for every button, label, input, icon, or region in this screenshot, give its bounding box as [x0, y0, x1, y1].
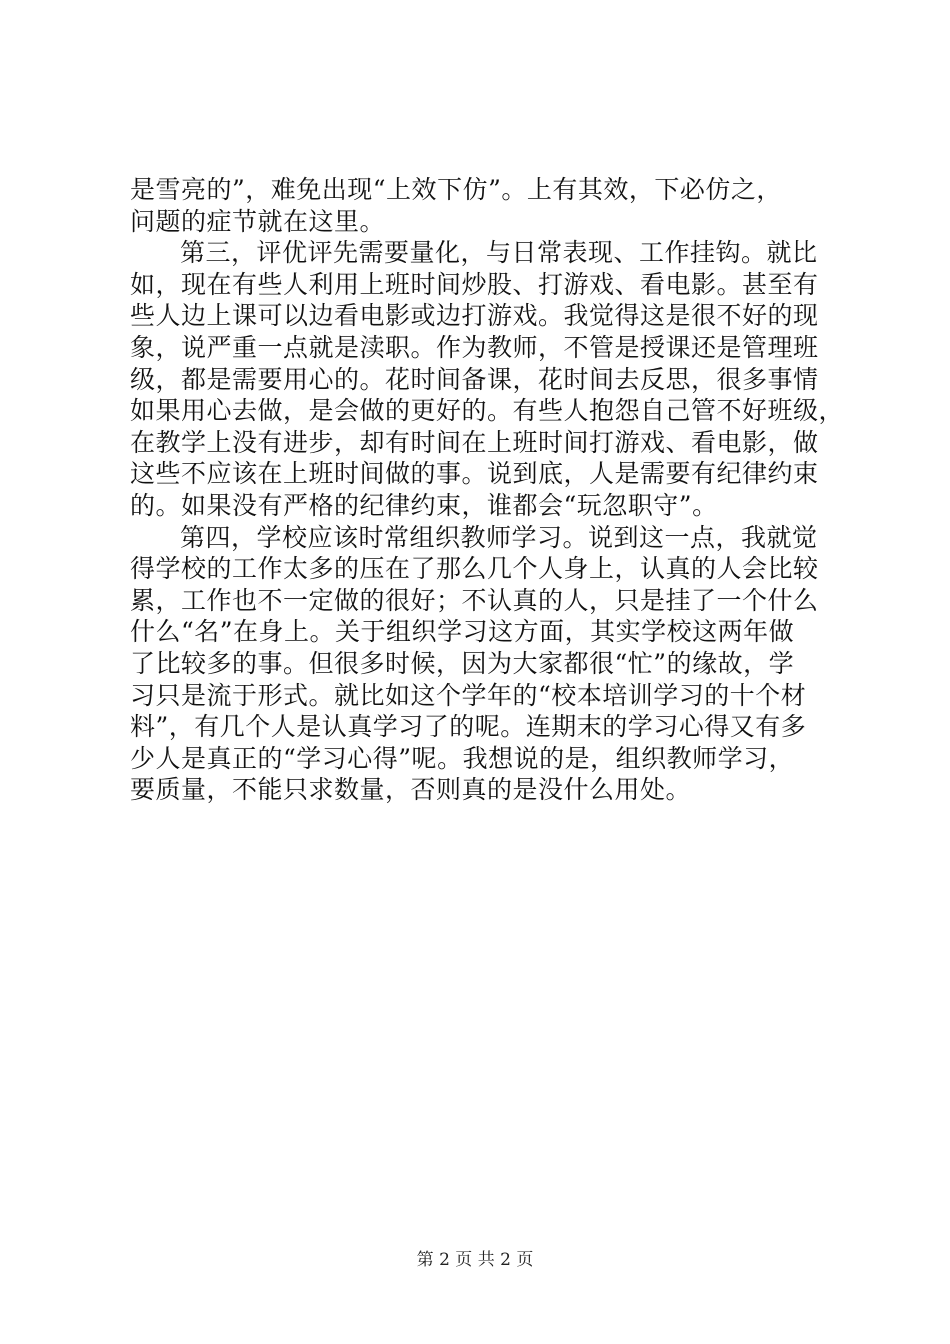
text-line: 级，都是需要用心的。花时间备课，花时间去反思，很多事情 [130, 364, 819, 394]
text-line: 什么“名”在身上。关于组织学习这方面，其实学校这两年做 [130, 617, 795, 647]
text-line: 些人边上课可以边看电影或边打游戏。我觉得这是很不好的现 [130, 301, 819, 331]
text-line: 得学校的工作太多的压在了那么几个人身上，认真的人会比较 [130, 554, 819, 584]
text-line: 是雪亮的”，难免出现“上效下仿”。上有其效，下必仿之， [130, 175, 782, 204]
text-line: 的。如果没有严格的纪律约束，谁都会“玩忽职守”。 [130, 490, 718, 520]
text-line: 累，工作也不一定做的很好；不认真的人，只是挂了一个什么 [130, 585, 819, 615]
text-line: 在教学上没有进步，却有时间在上班时间打游戏、看电影，做 [130, 427, 819, 457]
text-line: 了比较多的事。但很多时候，因为大家都很“忙”的缘故，学 [130, 648, 795, 678]
page-number-footer: 第 2 页 共 2 页 [416, 1250, 534, 1270]
text-line: 习只是流于形式。就比如这个学年的“校本培训学习的十个材 [130, 680, 807, 710]
text-line: 问题的症节就在这里。 [130, 206, 386, 236]
text-line: 如，现在有些人利用上班时间炒股、打游戏、看电影。甚至有 [130, 269, 819, 299]
text-line: 料”，有几个人是认真学习了的呢。连期末的学习心得又有多 [130, 712, 807, 742]
paragraph-start-line: 第三，评优评先需要量化，与日常表现、工作挂钩。就比 [180, 238, 818, 268]
text-line: 少人是真正的“学习心得”呢。我想说的是，组织教师学习， [130, 743, 795, 773]
text-line: 这些不应该在上班时间做的事。说到底，人是需要有纪律约束 [130, 459, 819, 489]
paragraph-start-line: 第四，学校应该时常组织教师学习。说到这一点，我就觉 [180, 522, 818, 552]
body-text [130, 174, 845, 806]
text-line: 如果用心去做，是会做的更好的。有些人抱怨自己管不好班级， [130, 396, 845, 426]
text-line: 要质量，不能只求数量，否则真的是没什么用处。 [130, 775, 692, 805]
text-line: 象，说严重一点就是渎职。作为教师，不管是授课还是管理班 [130, 332, 819, 362]
